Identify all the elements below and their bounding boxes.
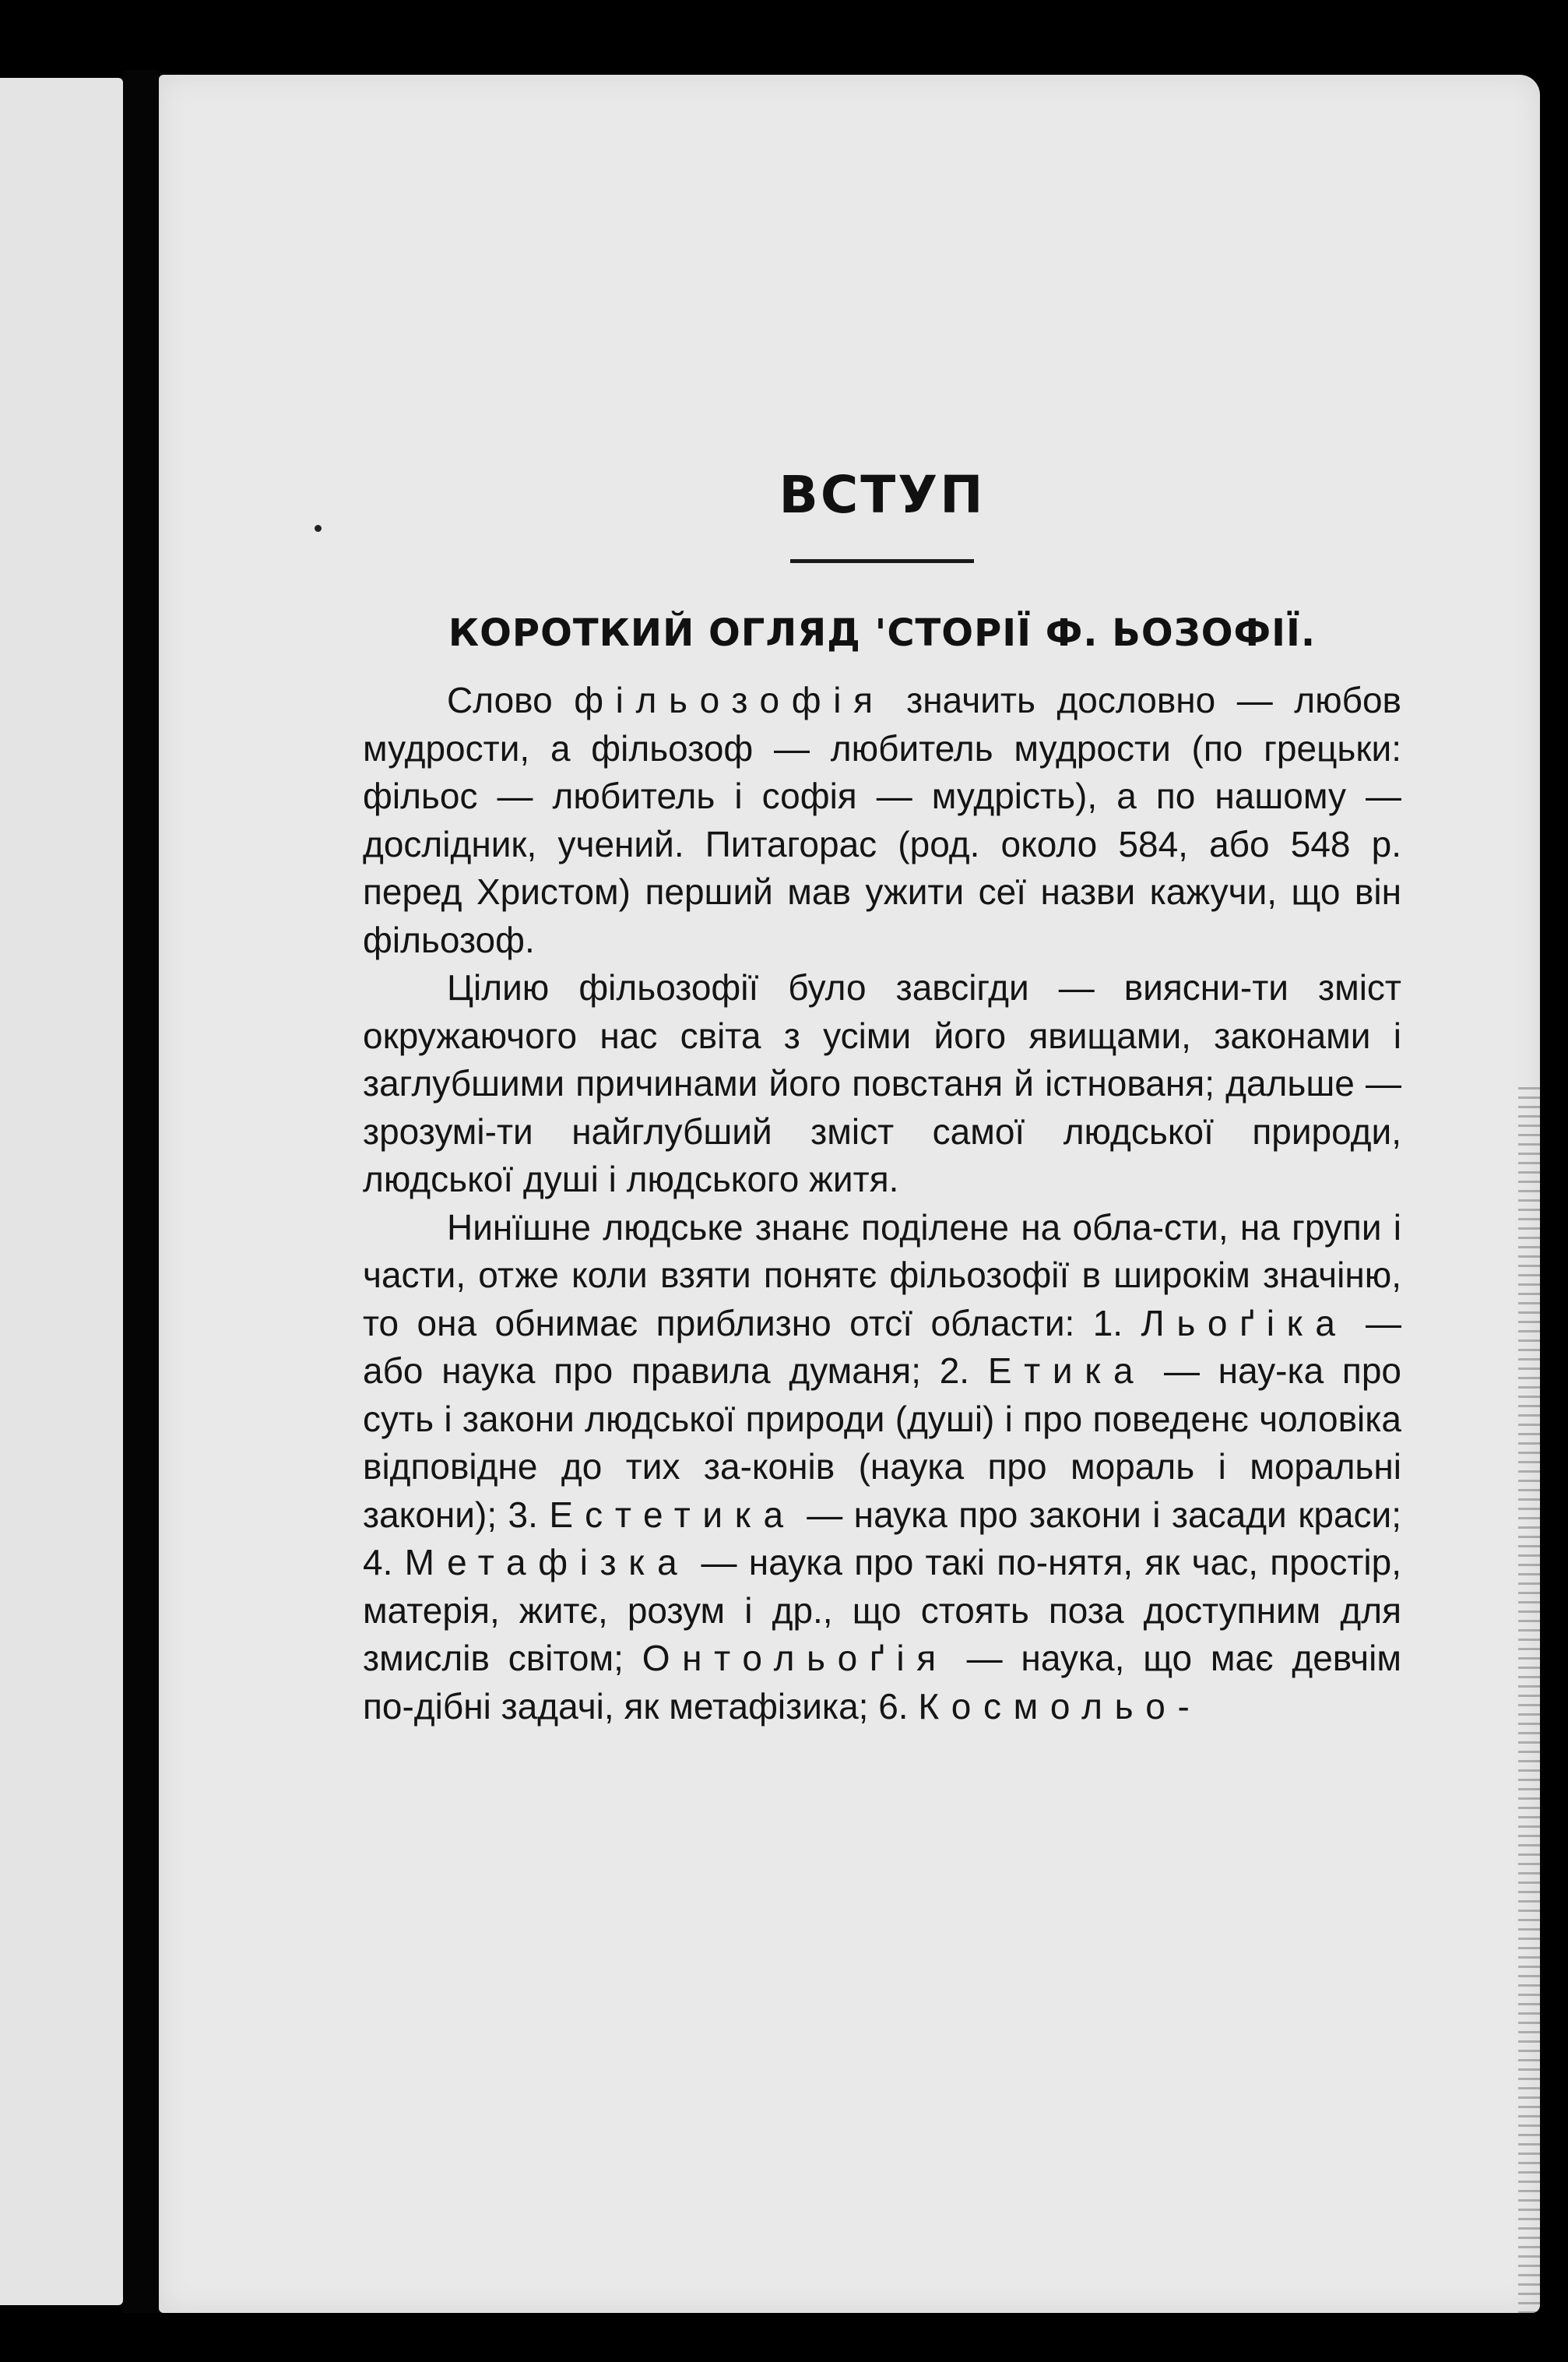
text-run: значить дословно — любов мудрости, а фільозоф — любитель мудрости (по грецьки: фільос — любитель і софія — мудрість), а по нашому — дослідник, учений. Питагорас (род. около 584, або 548 р. перед Христом) перший мав ужити сеї назви кажучи, що він фільозоф. — [363, 680, 1401, 960]
spaced-term: Метафізка — [404, 1542, 690, 1582]
spaced-term: Космольо- — [918, 1685, 1202, 1727]
text-run: Нинїшне людське знанє поділене на обла-сти, на групи і части, отже коли взяти понятє фільозофії в широкім значіню, то она обнимає приблизно отсї области: 1. — [363, 1206, 1401, 1343]
text-run: — нау-ка про суть і закони людської природи (душі) і про поведенє чоловіка відповідне до тих за-конів (наука про мораль і моральні закони); 3. — [363, 1350, 1401, 1535]
spaced-term: Льоґіка — [1141, 1302, 1348, 1343]
text-run: — наука про закони і засади краси; 4. — [363, 1494, 1401, 1582]
spaced-term: Етика — [987, 1350, 1146, 1391]
paragraph-2 — [363, 964, 1401, 1204]
text-run: — наука про такі по-нятя, як час, простір, матерія, житє, розум і др., що стоять поза доступним для змислів світом; — [363, 1542, 1401, 1678]
page-content — [363, 459, 1401, 1730]
paragraph-1 — [363, 677, 1401, 964]
text-run: — або наука про правила думаня; 2. — [363, 1302, 1401, 1391]
spaced-term: Онтольоґія — [642, 1638, 948, 1678]
chapter-title: ВСТУП — [779, 465, 986, 525]
section-heading: КОРОТКИЙ ОГЛЯД 'СТОРІЇ Ф. ЬОЗОФІЇ. — [448, 611, 1317, 655]
page-edge-shadow — [1518, 1087, 1540, 2333]
title-divider — [790, 559, 974, 563]
paragraph-3 — [363, 1204, 1401, 1731]
spaced-term: фільозофія — [574, 680, 885, 720]
text-run: Слово — [447, 680, 575, 720]
text-run: — наука, що має девчім по-дібні задачі, як метафізика; 6. — [363, 1638, 1401, 1727]
text-run: Цілию фільозофії було завсігди — виясни-ти зміст окружаючого нас світа з усіми його явищами, законами і заглубшими причинами його повстаня й істнованя; дальше — зрозумі-ти найглубший зміст самої людської природи, людської душі і людського житя. — [363, 967, 1401, 1199]
ink-speck — [315, 525, 322, 532]
left-page-edge — [0, 78, 123, 2305]
spaced-term: Естетика — [549, 1494, 796, 1535]
book-gutter — [123, 70, 159, 2313]
